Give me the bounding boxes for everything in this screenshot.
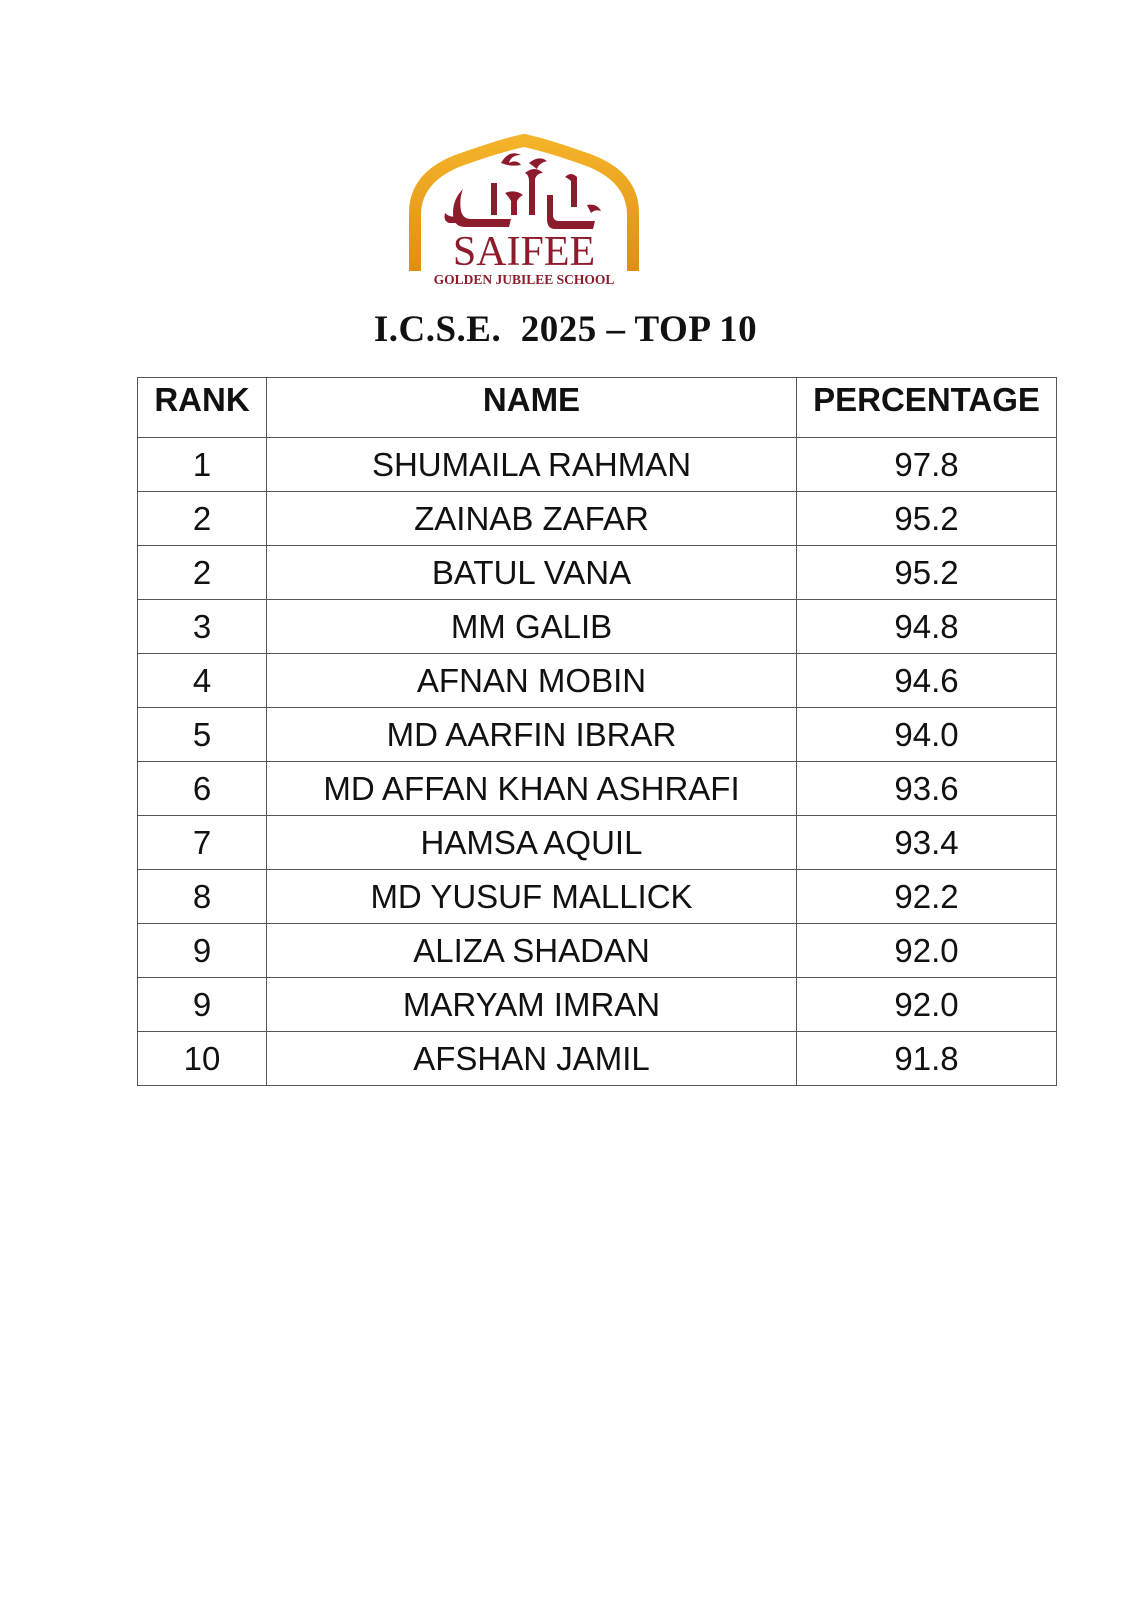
name-cell: ZAINAB ZAFAR: [267, 492, 797, 546]
table-row: [138, 924, 1057, 978]
name-column-header: NAME: [267, 378, 797, 438]
name-cell: ALIZA SHADAN: [267, 924, 797, 978]
table-row: [138, 978, 1057, 1032]
name-cell: MARYAM IMRAN: [267, 978, 797, 1032]
table-row: [138, 492, 1057, 546]
table-row: [138, 816, 1057, 870]
rank-cell: 2: [138, 492, 267, 546]
percentage-cell: 93.6: [797, 762, 1057, 816]
table-row: [138, 708, 1057, 762]
rank-cell: 9: [138, 978, 267, 1032]
name-cell: BATUL VANA: [267, 546, 797, 600]
rank-cell: 10: [138, 1032, 267, 1086]
rank-cell: 5: [138, 708, 267, 762]
name-cell: SHUMAILA RAHMAN: [267, 438, 797, 492]
school-subtitle-art: GOLDEN JUBILEE SCHOOL: [433, 272, 615, 287]
table-row: [138, 438, 1057, 492]
name-cell: MM GALIB: [267, 600, 797, 654]
table-row: [138, 600, 1057, 654]
name-cell: MD AARFIN IBRAR: [267, 708, 797, 762]
percentage-column-header: PERCENTAGE: [797, 378, 1057, 438]
table-row: [138, 1032, 1057, 1086]
table-row: [138, 762, 1057, 816]
rank-cell: 8: [138, 870, 267, 924]
name-cell: AFNAN MOBIN: [267, 654, 797, 708]
results-table: [137, 377, 1057, 1086]
percentage-cell: 94.0: [797, 708, 1057, 762]
percentage-cell: 95.2: [797, 546, 1057, 600]
rank-cell: 2: [138, 546, 267, 600]
rank-cell: 1: [138, 438, 267, 492]
percentage-cell: 94.6: [797, 654, 1057, 708]
percentage-cell: 97.8: [797, 438, 1057, 492]
name-cell: AFSHAN JAMIL: [267, 1032, 797, 1086]
name-cell: MD YUSUF MALLICK: [267, 870, 797, 924]
percentage-cell: 92.0: [797, 924, 1057, 978]
percentage-cell: 94.8: [797, 600, 1057, 654]
rank-column-header: RANK: [138, 378, 267, 438]
school-logo-emblem: [405, 133, 643, 291]
percentage-cell: 91.8: [797, 1032, 1057, 1086]
rank-cell: 7: [138, 816, 267, 870]
table-row: [138, 546, 1057, 600]
rank-cell: 4: [138, 654, 267, 708]
percentage-cell: 92.0: [797, 978, 1057, 1032]
name-cell: HAMSA AQUIL: [267, 816, 797, 870]
table-header-row: [138, 378, 1057, 438]
table-row: [138, 870, 1057, 924]
table-row: [138, 654, 1057, 708]
school-name-art: SAIFEE: [452, 229, 596, 275]
school-logo: [405, 133, 643, 291]
percentage-cell: 92.2: [797, 870, 1057, 924]
rank-cell: 3: [138, 600, 267, 654]
percentage-cell: 95.2: [797, 492, 1057, 546]
percentage-cell: 93.4: [797, 816, 1057, 870]
page-title: I.C.S.E. 2025 – TOP 10: [373, 309, 758, 350]
name-cell: MD AFFAN KHAN ASHRAFI: [267, 762, 797, 816]
rank-cell: 9: [138, 924, 267, 978]
rank-cell: 6: [138, 762, 267, 816]
